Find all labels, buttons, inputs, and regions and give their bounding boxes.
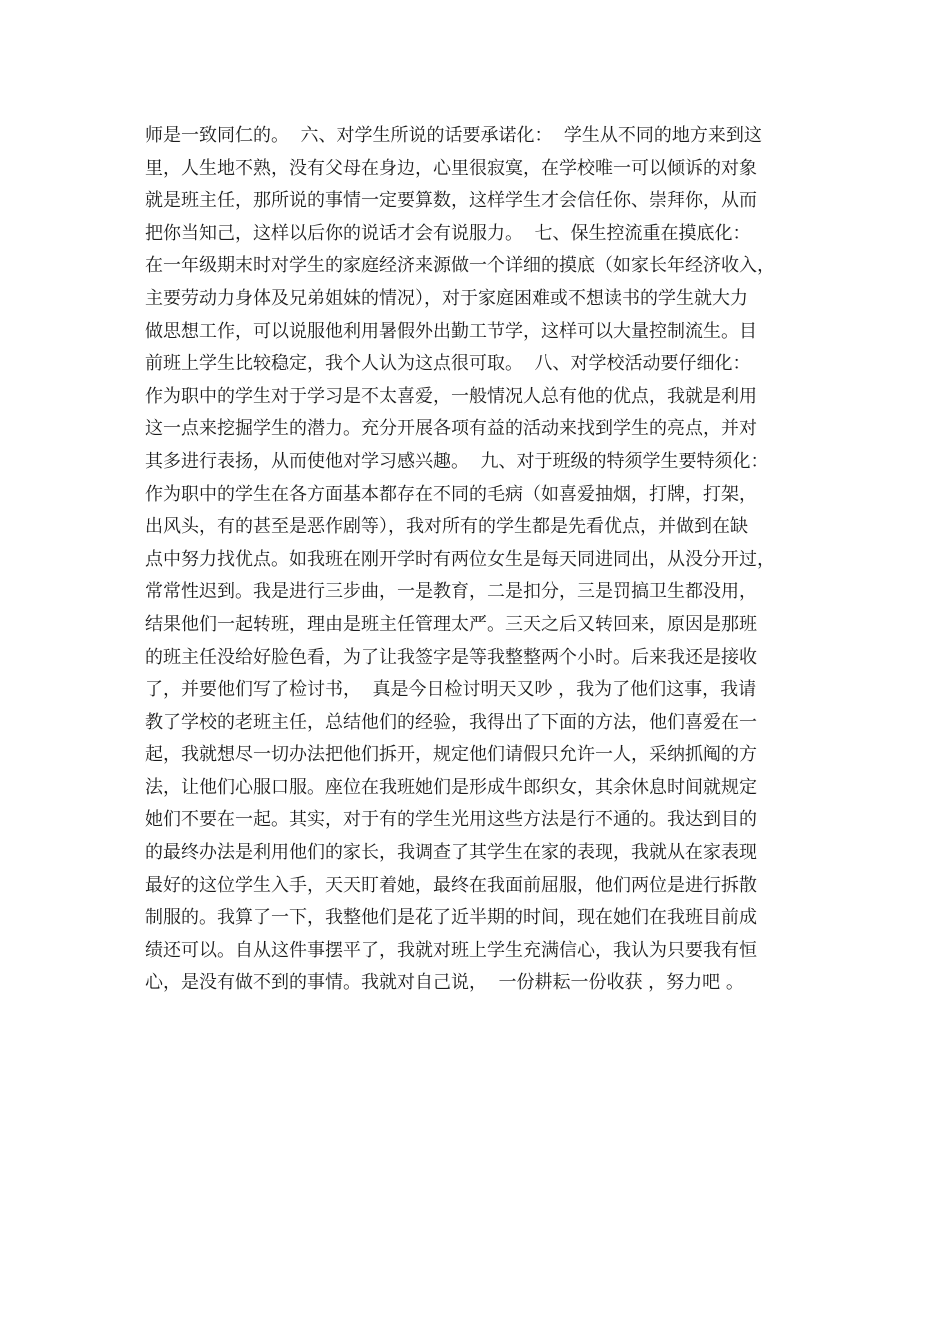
text-line: 师是一致同仁的。 六、对学生所说的话要承诺化： 学生从不同的地方来到这 bbox=[145, 125, 762, 146]
text-line: 教了学校的老班主任，总结他们的经验，我得出了下面的方法，他们喜爱在一 bbox=[145, 711, 757, 733]
text-line: 出风头，有的甚至是恶作剧等），我对所有的学生都是先看优点，并做到在缺 bbox=[145, 516, 748, 538]
text-line: 绩还可以。自从这件事摆平了，我就对班上学生充满信心，我认为只要我有恒 bbox=[145, 939, 757, 961]
text-line: 常常性迟到。我是进行三步曲，一是教育，二是扣分，三是罚搞卫生都没用， bbox=[145, 581, 757, 603]
text-line: 制服的。我算了一下，我整他们是花了近半期的时间，现在她们在我班目前成 bbox=[145, 907, 757, 929]
text-line: 主要劳动力身体及兄弟姐妹的情况），对于家庭困难或不想读书的学生就大力 bbox=[145, 287, 748, 309]
text-line: 她们不要在一起。其实，对于有的学生光用这些方法是行不通的。我达到目的 bbox=[145, 809, 757, 831]
text-line: 这一点来挖掘学生的潜力。充分开展各项有益的活动来找到学生的亮点，并对 bbox=[145, 418, 757, 440]
text-line: 作为职中的学生在各方面基本都存在不同的毛病（如喜爱抽烟，打牌，打架， bbox=[145, 483, 757, 505]
text-line: 了，并要他们写了检讨书， 真是今日检讨明天又吵 ，我为了他们这事，我请 bbox=[145, 679, 757, 701]
text-line: 心，是没有做不到的事情。我就对自己说， 一份耕耘一份收获 ，努力吧 。 bbox=[145, 972, 744, 994]
text-line: 的班主任没给好脸色看，为了让我签字是等我整整两个小时。后来我还是接收 bbox=[145, 646, 757, 668]
text-line: 里，人生地不熟，没有父母在身边，心里很寂寞，在学校唯一可以倾诉的对象 bbox=[145, 157, 757, 179]
text-line: 在一年级期末时对学生的家庭经济来源做一个详细的摸底（如家长年经济收入， bbox=[145, 255, 775, 277]
text-line: 做思想工作，可以说服他利用暑假外出勤工节学，这样可以大量控制流生。目 bbox=[145, 320, 757, 342]
text-line: 点中努力找优点。如我班在刚开学时有两位女生是每天同进同出，从没分开过， bbox=[145, 548, 775, 570]
text-line: 起，我就想尽一切办法把他们拆开，规定他们请假只允许一人，采纳抓阄的方 bbox=[145, 744, 757, 766]
text-line: 结果他们一起转班，理由是班主任管理太严。三天之后又转回来，原因是那班 bbox=[145, 613, 757, 635]
text-line: 就是班主任，那所说的事情一定要算数，这样学生才会信任你、崇拜你，从而 bbox=[145, 190, 757, 212]
text-line: 最好的这位学生入手，天天盯着她，最终在我面前屈服，他们两位是进行拆散 bbox=[145, 874, 757, 896]
text-line: 作为职中的学生对于学习是不太喜爱，一般情况人总有他的优点，我就是利用 bbox=[145, 385, 757, 407]
text-line: 法，让他们心服口服。座位在我班她们是形成牛郎织女，其余休息时间就规定 bbox=[145, 776, 757, 798]
text-line: 其多进行表扬，从而使他对学习感兴趣。 九、对于班级的特须学生要特须化： bbox=[145, 450, 769, 472]
text-line: 的最终办法是利用他们的家长，我调查了其学生在家的表现，我就从在家表现 bbox=[145, 842, 757, 864]
text-line: 前班上学生比较稳定，我个人认为这点很可取。 八、对学校活动要仔细化： bbox=[145, 353, 751, 375]
text-line: 把你当知己，这样以后你的说话才会有说服力。 七、保生控流重在摸底化： bbox=[145, 222, 751, 244]
body-text bbox=[145, 120, 815, 1000]
